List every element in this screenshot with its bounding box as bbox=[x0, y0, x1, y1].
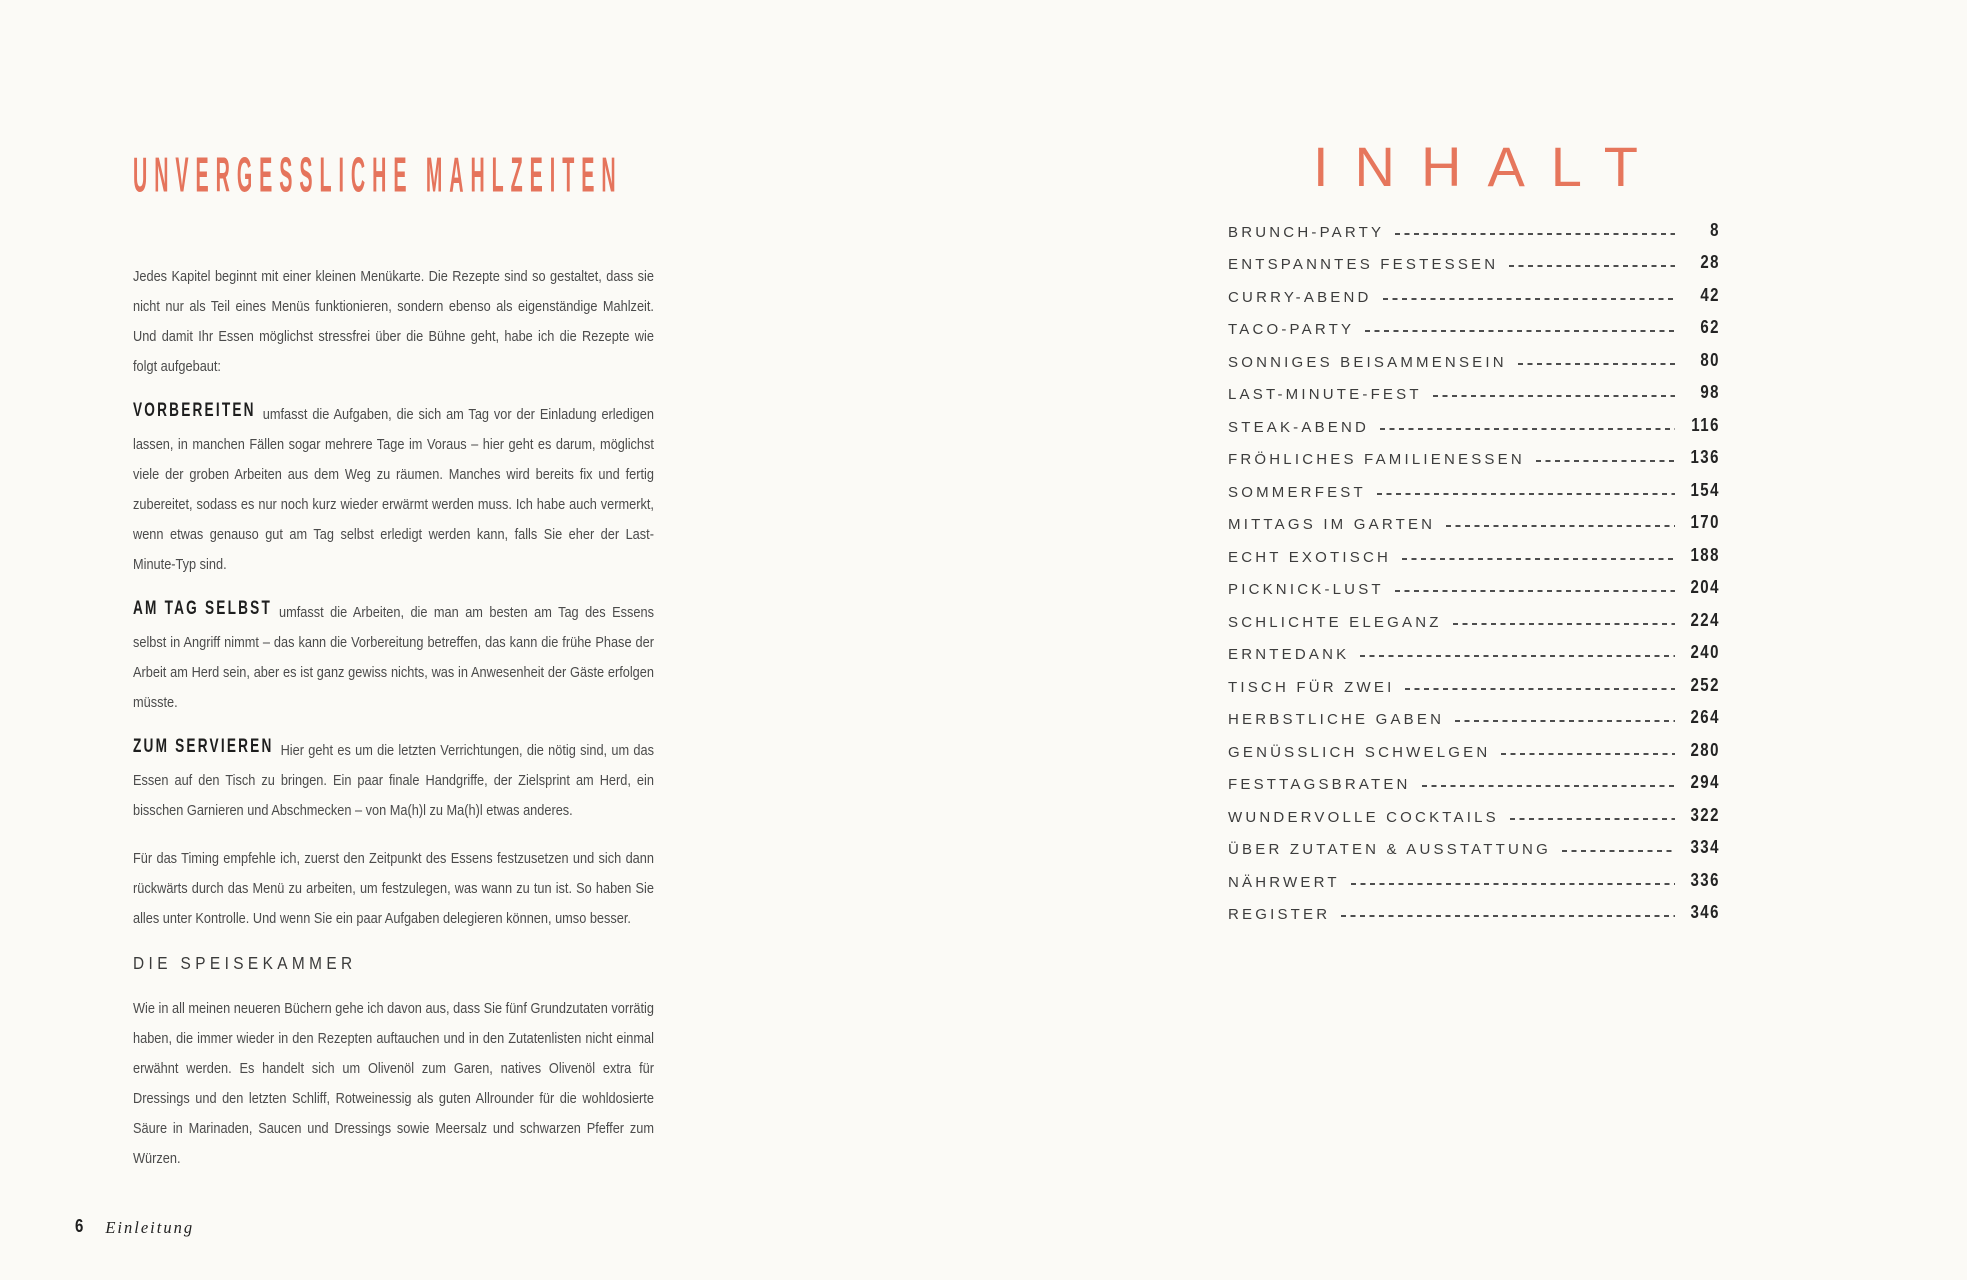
toc-row bbox=[1228, 801, 1720, 834]
paragraph-text: umfasst die Arbeiten, die man am besten am Tag des Essens selbst in Angriff nimmt – das kann die Vorbereitung betreffen, das kann die frühe Phase der Arbeit am Herd sein, aber es ist ganz gewiss nichts, was in Anwesenheit der Gäste erfolgen müsste. bbox=[133, 605, 654, 711]
toc-entry-title: REGISTER bbox=[1228, 906, 1331, 924]
toc-dotted-leader bbox=[1360, 655, 1675, 657]
toc-entry-title: TISCH FÜR ZWEI bbox=[1228, 678, 1395, 696]
toc-row bbox=[1228, 216, 1720, 249]
toc-row bbox=[1228, 866, 1720, 899]
toc-row bbox=[1228, 411, 1720, 444]
toc-entry-title: SCHLICHTE ELEGANZ bbox=[1228, 613, 1442, 631]
paragraph-text: umfasst die Aufgaben, die sich am Tag vor der Einladung erledigen lassen, in manchen Fällen sogar mehrere Tage im Voraus – hier geht es darum, möglichst viele der groben Arbeiten aus dem Weg zu räumen. Manches wird bereits fix und fertig zubereitet, sodass es nur noch kurz wieder erwärmt werden muss. Ich habe auch vermerkt, wenn etwas genauso gut am Tag selbst erledigt werden kann, falls Sie eher der Last-Minute-Typ sind. bbox=[133, 407, 654, 573]
folio-page-number: 6 bbox=[75, 1215, 84, 1237]
toc-entry-title: TACO-PARTY bbox=[1228, 321, 1355, 339]
toc-page-number: 264 bbox=[1690, 707, 1720, 729]
contents-title: INHALT bbox=[1313, 135, 1664, 198]
toc-dotted-leader bbox=[1518, 363, 1675, 365]
toc-dotted-leader bbox=[1562, 850, 1675, 852]
toc-entry-title: LAST-MINUTE-FEST bbox=[1228, 386, 1422, 404]
toc-page-number: 280 bbox=[1690, 740, 1720, 761]
toc-dotted-leader bbox=[1402, 558, 1675, 560]
toc-entry-title: SOMMERFEST bbox=[1228, 483, 1366, 501]
toc-page-number: 170 bbox=[1690, 512, 1720, 534]
paragraph-lead-label: ZUM SERVIEREN bbox=[133, 735, 274, 758]
toc-entry-title: ERNTEDANK bbox=[1228, 646, 1350, 664]
toc-row bbox=[1228, 541, 1720, 574]
toc-page-number: 62 bbox=[1700, 317, 1720, 339]
toc-row bbox=[1228, 834, 1720, 867]
toc-page-number: 188 bbox=[1690, 545, 1720, 566]
toc-row bbox=[1228, 346, 1720, 379]
pantry-paragraph: Wie in all meinen neueren Büchern gehe ich davon aus, dass Sie fünf Grundzutaten vorrätig haben, die immer wieder in den Rezepten auftauchen und in den Zutatenlisten nicht einmal erwähnt werden. Es handelt sich um Olivenöl zum Garen, natives Olivenöl extra für Dressings und den letzten Schliff, Rotweinessig als guten Allrounder für die wohldosierte Säure in Marinaden, Saucen und Dressings sowie Meersalz und schwarzen Pfeffer zum Würzen. bbox=[133, 1001, 654, 1167]
toc-dotted-leader bbox=[1341, 915, 1675, 917]
paragraph-text: Für das Timing empfehle ich, zuerst den Zeitpunkt des Essens festzusetzen und sich dann rückwärts durch das Menü zu arbeiten, um festzulegen, was wann zu tun ist. So haben Sie alles unter Kontrolle. Und wenn Sie ein paar Aufgaben delegieren können, umso besser. bbox=[133, 851, 654, 927]
toc-row bbox=[1228, 639, 1720, 672]
toc-page-number: 136 bbox=[1690, 447, 1720, 469]
toc-row bbox=[1228, 509, 1720, 542]
toc-dotted-leader bbox=[1383, 298, 1675, 300]
toc-dotted-leader bbox=[1446, 525, 1675, 527]
toc-dotted-leader bbox=[1422, 785, 1675, 787]
toc-page-number: 336 bbox=[1690, 870, 1720, 891]
toc-entry-title: FRÖHLICHES FAMILIENESSEN bbox=[1228, 451, 1525, 469]
toc-page-number: 80 bbox=[1700, 350, 1720, 371]
toc-row bbox=[1228, 769, 1720, 802]
toc-row bbox=[1228, 249, 1720, 282]
toc-row bbox=[1228, 736, 1720, 769]
toc-entry-title: CURRY-ABEND bbox=[1228, 288, 1372, 306]
toc-page-number: 204 bbox=[1690, 577, 1720, 599]
toc-page-number: 346 bbox=[1690, 902, 1720, 924]
paragraph-lead-label: VORBEREITEN bbox=[133, 399, 256, 422]
toc-page-number: 42 bbox=[1700, 285, 1720, 306]
paragraph-text: Jedes Kapitel beginnt mit einer kleinen Menükarte. Die Rezepte sind so gestaltet, dass sie nicht nur als Teil eines Menüs funktionieren, sondern ebenso als eigenständige Mahlzeit. Und damit Ihr Essen möglichst stressfrei über die Bühne geht, habe ich die Rezepte wie folgt aufgebaut: bbox=[133, 269, 654, 375]
folio-section-label: Einleitung bbox=[105, 1218, 195, 1237]
toc-entry-title: STEAK-ABEND bbox=[1228, 418, 1370, 436]
body-paragraph bbox=[133, 400, 654, 580]
toc-entry-title: ÜBER ZUTATEN & AUSSTATTUNG bbox=[1228, 841, 1551, 859]
body-paragraph bbox=[133, 844, 654, 934]
toc-dotted-leader bbox=[1351, 883, 1675, 885]
toc-row bbox=[1228, 574, 1720, 607]
toc-page-number: 240 bbox=[1690, 642, 1720, 664]
toc-dotted-leader bbox=[1453, 623, 1675, 625]
pantry-section bbox=[133, 948, 654, 1192]
toc-entry-title: FESTTAGSBRATEN bbox=[1228, 776, 1411, 794]
toc-entry-title: HERBSTLICHE GABEN bbox=[1228, 711, 1445, 729]
toc-dotted-leader bbox=[1395, 233, 1675, 235]
right-page bbox=[983, 0, 1967, 1280]
toc-row bbox=[1228, 606, 1720, 639]
toc-page-number: 98 bbox=[1700, 382, 1720, 404]
toc-page-number: 294 bbox=[1690, 772, 1720, 794]
toc-row bbox=[1228, 476, 1720, 509]
toc-dotted-leader bbox=[1536, 460, 1675, 462]
page-title: UNVERGESSLICHE MAHLZEITEN bbox=[133, 148, 623, 204]
toc-entry-title: PICKNICK-LUST bbox=[1228, 581, 1384, 599]
toc-dotted-leader bbox=[1433, 395, 1675, 397]
toc-dotted-leader bbox=[1455, 720, 1675, 722]
toc-page-number: 334 bbox=[1690, 837, 1720, 859]
toc-page-number: 224 bbox=[1690, 610, 1720, 631]
toc-dotted-leader bbox=[1377, 493, 1675, 495]
intro-text-column bbox=[133, 262, 654, 952]
toc-dotted-leader bbox=[1509, 265, 1675, 267]
section-subheading: DIE SPEISEKAMMER bbox=[133, 953, 357, 973]
toc-entry-title: MITTAGS IM GARTEN bbox=[1228, 516, 1436, 534]
body-paragraph bbox=[133, 736, 654, 826]
toc-row bbox=[1228, 314, 1720, 347]
paragraph-lead-label: AM TAG SELBST bbox=[133, 597, 272, 620]
toc-entry-title: GENÜSSLICH SCHWELGEN bbox=[1228, 743, 1491, 761]
body-paragraph bbox=[133, 262, 654, 382]
paragraph-text: Hier geht es um die letzten Verrichtungen, die nötig sind, um das Essen auf den Tisch zu bringen. Ein paar finale Handgriffe, der Zielsprint am Herd, ein bisschen Garnieren und Abschmecken – von Ma(h)l zu Ma(h)l etwas anderes. bbox=[133, 743, 654, 819]
toc-dotted-leader bbox=[1395, 590, 1675, 592]
toc-page-number: 8 bbox=[1710, 220, 1720, 241]
toc-page-number: 322 bbox=[1690, 805, 1720, 826]
toc-entry-title: WUNDERVOLLE COCKTAILS bbox=[1228, 808, 1499, 826]
toc-dotted-leader bbox=[1510, 818, 1675, 820]
toc-row bbox=[1228, 704, 1720, 737]
toc-dotted-leader bbox=[1380, 428, 1675, 430]
toc-row bbox=[1228, 281, 1720, 314]
toc-entry-title: ECHT EXOTISCH bbox=[1228, 548, 1392, 566]
toc-row bbox=[1228, 444, 1720, 477]
toc-page-number: 28 bbox=[1700, 252, 1720, 274]
toc-row bbox=[1228, 899, 1720, 932]
toc-entry-title: BRUNCH-PARTY bbox=[1228, 223, 1385, 241]
body-paragraph bbox=[133, 598, 654, 718]
left-page bbox=[0, 0, 983, 1280]
toc-page-number: 116 bbox=[1691, 415, 1720, 436]
toc-entry-title: SONNIGES BEISAMMENSEIN bbox=[1228, 353, 1507, 371]
toc-dotted-leader bbox=[1501, 753, 1675, 755]
page-folio bbox=[75, 1215, 195, 1238]
table-of-contents bbox=[1228, 216, 1720, 931]
toc-page-number: 154 bbox=[1690, 480, 1720, 501]
toc-dotted-leader bbox=[1405, 688, 1675, 690]
toc-entry-title: ENTSPANNTES FESTESSEN bbox=[1228, 256, 1499, 274]
toc-row bbox=[1228, 671, 1720, 704]
toc-row bbox=[1228, 379, 1720, 412]
toc-dotted-leader bbox=[1365, 330, 1675, 332]
toc-page-number: 252 bbox=[1690, 675, 1720, 696]
toc-entry-title: NÄHRWERT bbox=[1228, 873, 1340, 891]
